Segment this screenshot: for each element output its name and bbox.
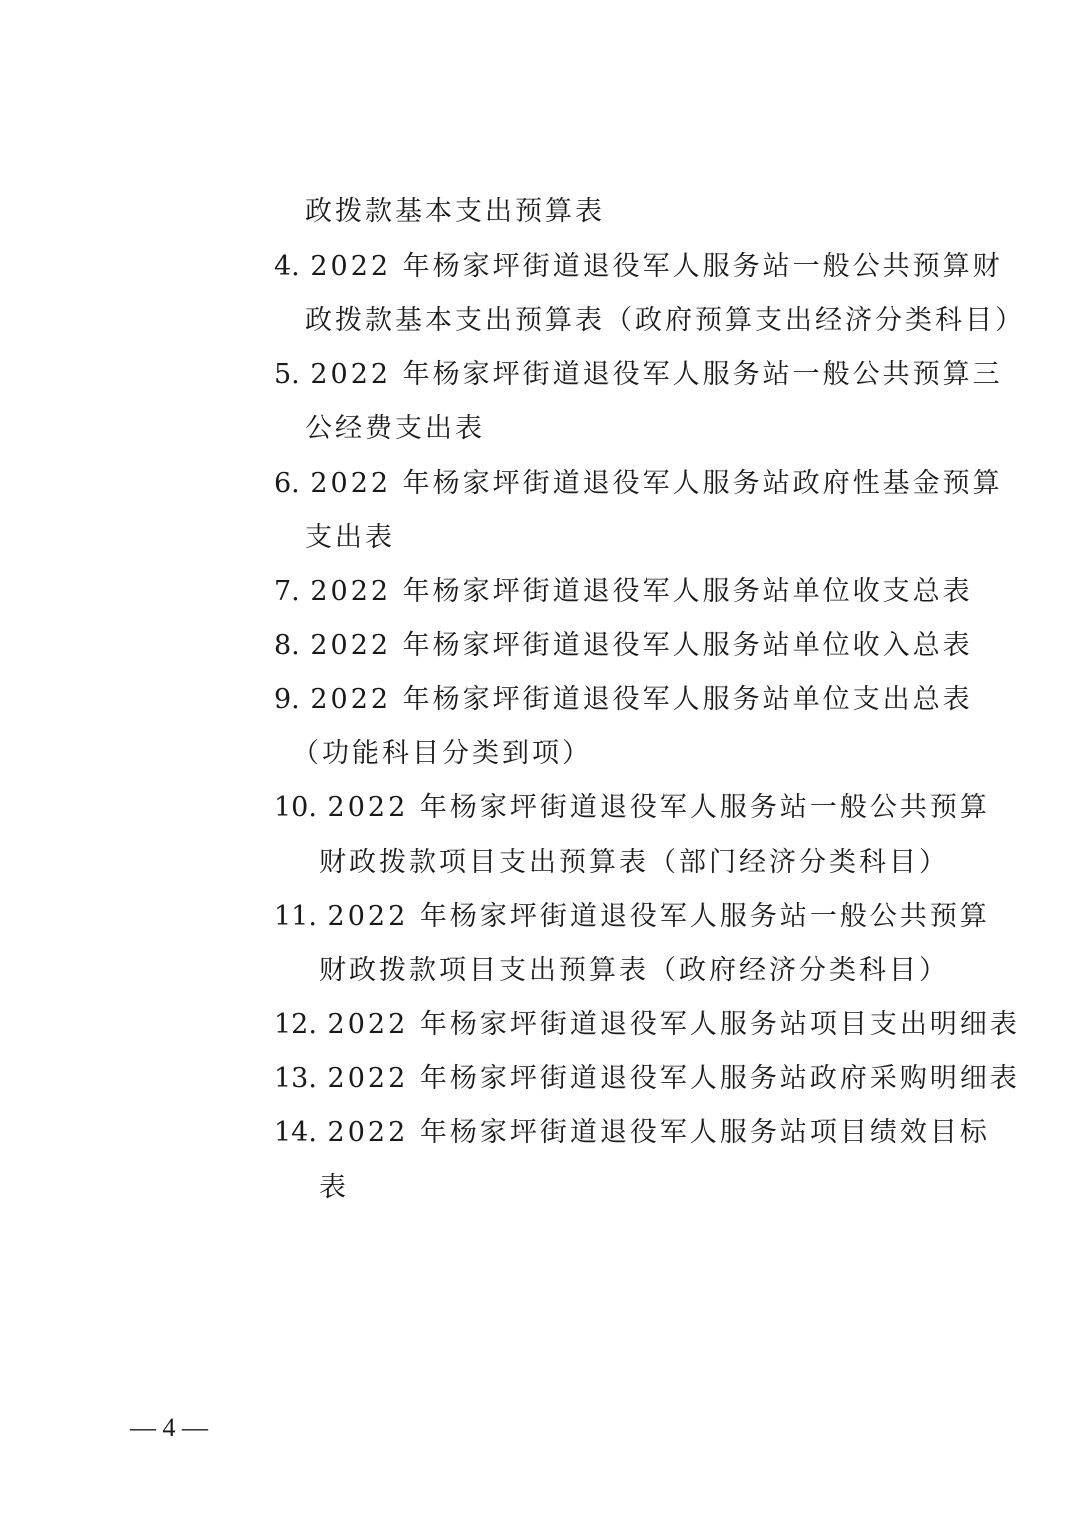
list-item-text: 2022 年杨家坪街道退役军人服务站项目支出明细表 <box>327 1009 1020 1040</box>
list-item-number: 4. <box>274 251 309 282</box>
list-item-11 <box>274 899 990 935</box>
list-item-text: 2022 年杨家坪街道退役军人服务站政府采购明细表 <box>327 1063 1020 1094</box>
list-item-text: 2022 年杨家坪街道退役军人服务站一般公共预算 <box>327 901 990 932</box>
list-item-number: 11. <box>274 901 326 932</box>
list-item-6 <box>274 466 1003 502</box>
list-item-text: 2022 年杨家坪街道退役军人服务站一般公共预算财 <box>310 251 1003 282</box>
list-item-5-continuation <box>305 411 485 447</box>
list-item-number: 14. <box>274 1117 326 1148</box>
list-item-13 <box>274 1061 1020 1097</box>
list-item-text: 表 <box>319 1172 349 1203</box>
list-item-text: 公经费支出表 <box>305 413 485 444</box>
list-item-number: 6. <box>274 468 309 499</box>
list-item-5 <box>274 357 1003 393</box>
list-item-text: （功能科目分类到项） <box>292 738 592 769</box>
list-item-12 <box>274 1007 1020 1043</box>
list-item-text: 政拨款基本支出预算表（政府预算支出经济分类科目） <box>305 305 1025 336</box>
list-item-number: 13. <box>274 1063 326 1094</box>
list-item-9 <box>274 682 973 718</box>
list-item-10-continuation <box>319 845 949 881</box>
list-item-text: 2022 年杨家坪街道退役军人服务站政府性基金预算 <box>310 468 1003 499</box>
list-item-text: 财政拨款项目支出预算表（政府经济分类科目） <box>319 955 949 986</box>
list-item-number: 5. <box>274 359 309 390</box>
list-item-10 <box>274 790 990 826</box>
list-item-text: 财政拨款项目支出预算表（部门经济分类科目） <box>319 847 949 878</box>
list-item-8 <box>274 628 973 664</box>
list-item-text: 2022 年杨家坪街道退役军人服务站单位支出总表 <box>310 684 973 715</box>
page-number: — 4 — <box>130 1413 208 1442</box>
list-item-text: 2022 年杨家坪街道退役军人服务站单位收支总表 <box>310 576 973 607</box>
list-item-number: 9. <box>274 684 309 715</box>
list-item-14 <box>274 1115 990 1151</box>
list-item-9-continuation <box>292 736 592 772</box>
list-item-7 <box>274 574 973 610</box>
list-item-number: 10. <box>274 792 326 823</box>
list-item-text: 2022 年杨家坪街道退役军人服务站一般公共预算 <box>327 792 990 823</box>
list-item-number: 8. <box>274 630 309 661</box>
list-item-text: 政拨款基本支出预算表 <box>305 196 605 227</box>
list-item-text: 2022 年杨家坪街道退役军人服务站一般公共预算三 <box>310 359 1003 390</box>
list-item-continuation-3 <box>305 194 605 230</box>
list-item-11-continuation <box>319 953 949 989</box>
list-item-14-continuation <box>319 1170 349 1206</box>
list-item-number: 12. <box>274 1009 326 1040</box>
list-item-4-continuation <box>305 303 1025 339</box>
list-item-text: 2022 年杨家坪街道退役军人服务站单位收入总表 <box>310 630 973 661</box>
list-item-text: 2022 年杨家坪街道退役军人服务站项目绩效目标 <box>327 1117 990 1148</box>
list-item-number: 7. <box>274 576 309 607</box>
list-item-4 <box>274 249 1003 285</box>
list-item-text: 支出表 <box>305 522 395 553</box>
list-item-6-continuation <box>305 520 395 556</box>
